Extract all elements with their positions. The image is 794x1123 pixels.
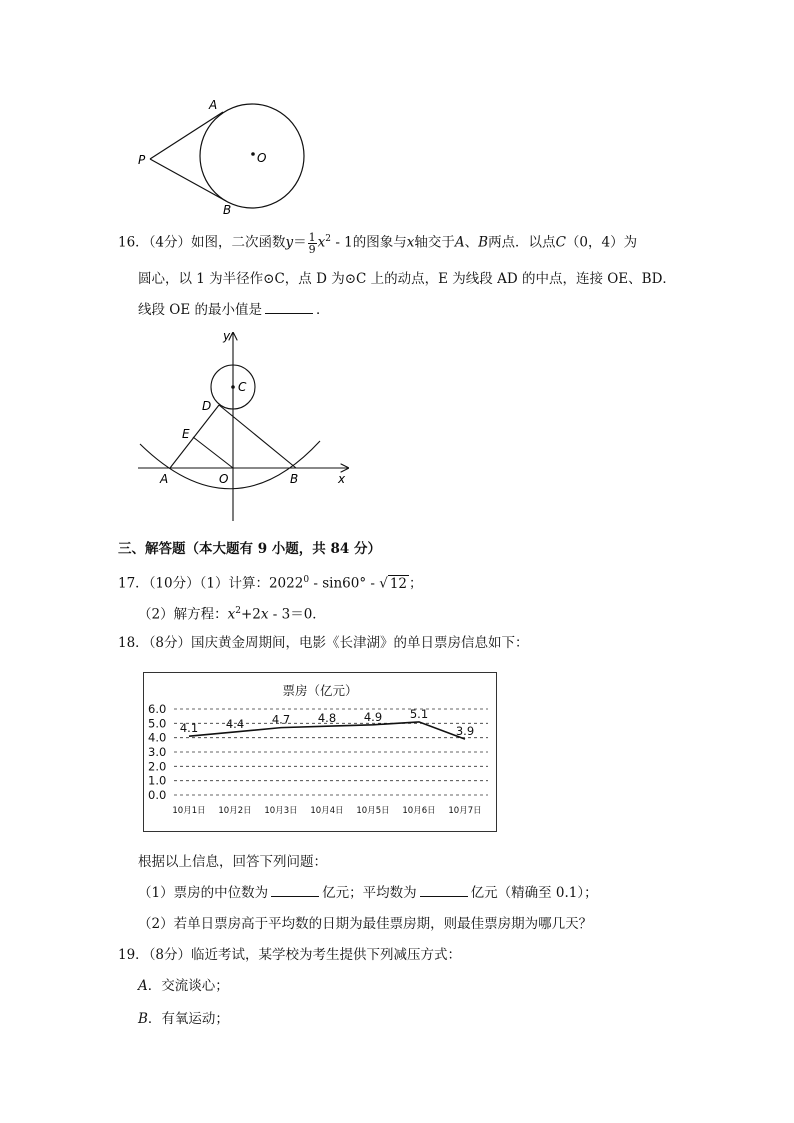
q19-option-a: A．交流谈心；: [138, 978, 229, 994]
data-label-0: 4.1: [179, 721, 199, 736]
label-p: P: [138, 153, 146, 167]
tangent-pa: [150, 112, 223, 159]
label-y: y: [223, 329, 231, 343]
answer-blank-median: [271, 884, 319, 897]
answer-blank-q16: [265, 301, 313, 314]
y-tick-label-5: 5.0: [148, 716, 167, 731]
label-e: E: [182, 427, 190, 441]
section-title: 三、解答题（本大题有 9 小题，共 84 分）: [118, 541, 381, 557]
fraction-one-ninth: $\frac{1}{9}$: [308, 230, 316, 256]
y-tick-label-1: 1.0: [148, 773, 167, 788]
label-d: D: [202, 399, 212, 413]
label-a: A: [160, 472, 169, 486]
q18-sub1: （1）票房的中位数为 亿元；平均数为 亿元（精确至 0.1）；: [138, 885, 598, 901]
data-label-4: 4.9: [363, 709, 383, 724]
data-label-1: 4.4: [225, 716, 245, 731]
data-label-5: 5.1: [409, 706, 429, 721]
box-office-chart-svg: [144, 673, 496, 831]
y-tick-labels: [148, 702, 166, 802]
q19-stem: 19．（8分）临近考试，某学校为考生提供下列减压方式：: [118, 947, 462, 963]
circle-o: [200, 104, 304, 208]
segment-ad: [170, 405, 219, 468]
point-c: [231, 385, 235, 389]
q18-after: 根据以上信息，回答下列问题：: [138, 854, 327, 870]
q17-part1: 17．（10分）（1）计算：2022$^0$ - sin60° - √ 12 ；: [118, 575, 423, 592]
data-label-2: 4.7: [271, 712, 291, 727]
x-tick-label-0: 10月1日: [172, 806, 206, 816]
q16-line2: 圆心，以 1 为半径作⊙C，点 D 为⊙C 上的动点，E 为线段 AD 的中点，连接 OE、BD．: [138, 271, 676, 287]
data-label-3: 4.8: [317, 711, 337, 726]
label-a: A: [209, 98, 218, 112]
center-point-o: [251, 152, 255, 156]
data-label-6: 3.9: [455, 724, 475, 739]
label-x: x: [338, 472, 346, 486]
figure-tangent-circle: [130, 90, 330, 225]
x-tick-label-3: 10月4日: [310, 806, 344, 816]
answer-blank-mean: [420, 884, 468, 897]
segment-oe: [193, 437, 233, 468]
y-tick-label-0: 0.0: [148, 788, 167, 802]
label-b: B: [223, 203, 232, 217]
tangent-pb: [150, 159, 226, 201]
x-tick-label-1: 10月2日: [218, 806, 252, 816]
y-tick-label-6: 6.0: [148, 702, 167, 716]
segment-bd: [219, 405, 296, 468]
q16-line3: 线段 OE 的最小值是 ．: [138, 302, 330, 318]
y-tick-label-4: 4.0: [148, 730, 167, 745]
chart-title: 票房（亿元）: [282, 683, 358, 698]
q17-part2: （2）解方程：$x^2+2x - 3=0$．: [138, 606, 326, 623]
label-o: O: [257, 151, 267, 165]
q16-line1: 16．（4分）如图，二次函数y＝ $\frac{1}{9}$ $x^2 - 1$的图象与x轴交于A、B两点．以点C（0，4）为: [118, 230, 638, 256]
sqrt-radicand: 12: [389, 575, 408, 592]
label-c: C: [238, 380, 247, 394]
q18-stem: 18．（8分）国庆黄金周期间，电影《长津湖》的单日票房信息如下：: [118, 635, 529, 651]
box-office-chart: [143, 672, 497, 832]
q18-sub2: （2）若单日票房高于平均数的日期为最佳票房期，则最佳票房期为哪几天？: [138, 916, 593, 932]
x-tick-label-2: 10月3日: [264, 806, 298, 816]
y-tick-label-3: 3.0: [148, 745, 167, 759]
x-tick-label-5: 10月6日: [402, 806, 436, 816]
label-b: B: [290, 472, 299, 486]
x-tick-label-6: 10月7日: [448, 806, 482, 816]
label-o: O: [219, 472, 229, 486]
x-tick-labels: [172, 806, 481, 816]
q19-option-b: B．有氧运动；: [138, 1011, 229, 1027]
sqrt-symbol: √: [379, 575, 388, 592]
figure-parabola-circle: [130, 325, 360, 525]
x-tick-label-4: 10月5日: [356, 806, 390, 816]
y-tick-label-2: 2.0: [148, 759, 167, 774]
